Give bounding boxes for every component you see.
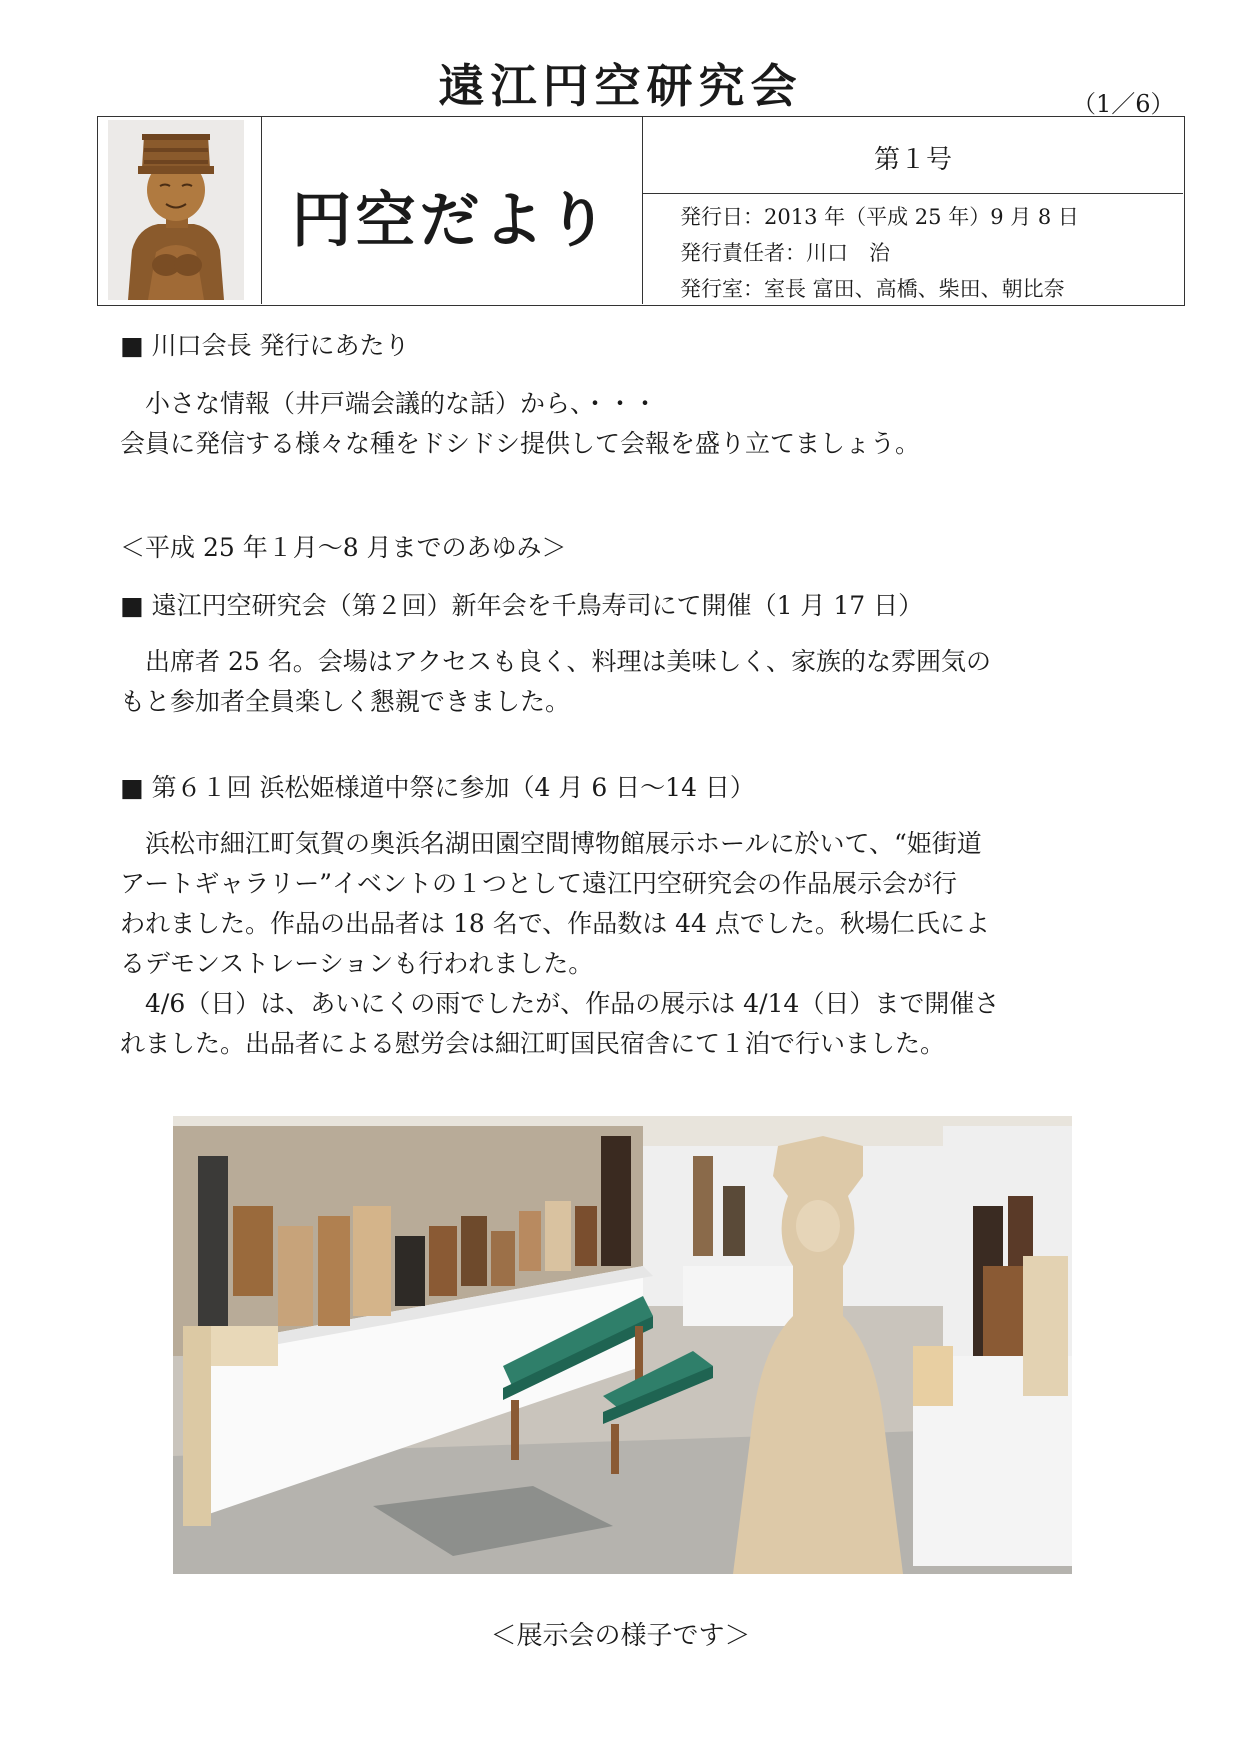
- newyear-heading: ■ 遠江円空研究会（第２回）新年会を千鳥寿司にて開催（1 月 17 日）: [120, 591, 924, 620]
- org-title: 遠江円空研究会: [438, 59, 803, 113]
- masthead-name-cell: [261, 117, 643, 304]
- buddha-statue-photo: [108, 120, 244, 300]
- publisher-responsible: 発行責任者：川口 治: [680, 241, 890, 265]
- publication-info: [680, 199, 1160, 307]
- festival-text: [120, 824, 1120, 1064]
- text-line: アートギャラリー”イベントの１つとして遠江円空研究会の作品展示会が行: [120, 869, 958, 898]
- photo-caption: ＜展示会の様子です＞: [490, 1621, 751, 1651]
- masthead-photo-cell: [98, 117, 262, 304]
- greeting-text: [120, 384, 1120, 464]
- greeting-heading: ■ 川口会長 発行にあたり: [120, 331, 410, 360]
- masthead-issue-cell: [643, 117, 1183, 194]
- masthead: [97, 116, 1185, 306]
- text-line: 4/6（日）は、あいにくの雨でしたが、作品の展示は 4/14（日）まで開催さ: [120, 989, 1000, 1018]
- issue-number: 第１号: [873, 145, 952, 175]
- exhibition-photo: [173, 1116, 1072, 1574]
- newyear-text: [120, 642, 1120, 722]
- text-line: もと参加者全員楽しく懇親できました。: [120, 687, 571, 716]
- text-line: るデモンストレーションも行われました。: [120, 949, 594, 978]
- history-title: ＜平成 25 年１月～8 月までのあゆみ＞: [120, 533, 567, 562]
- text-line: れました。出品者による慰労会は細江町国民宿舎にて１泊で行いました。: [120, 1029, 946, 1058]
- text-line: 出席者 25 名。会場はアクセスも良く、料理は美味しく、家族的な雰囲気の: [120, 647, 991, 676]
- page-indicator: （1／6）: [1072, 90, 1175, 118]
- text-line: 小さな情報（井戸端会議的な話）から、・・・: [120, 389, 658, 418]
- text-line: 浜松市細江町気賀の奥浜名湖田園空間博物館展示ホールに於いて、“姫街道: [120, 829, 982, 858]
- text-line: われました。作品の出品者は 18 名で、作品数は 44 点でした。秋場仁氏によ: [120, 909, 990, 938]
- newsletter-name: 円空だより: [291, 186, 612, 256]
- festival-heading: ■ 第６１回 浜松姫様道中祭に参加（4 月 6 日～14 日）: [120, 773, 755, 802]
- text-line: 会員に発信する様々な種をドシドシ提供して会報を盛り立てましょう。: [120, 429, 921, 458]
- publish-date: 発行日：2013 年（平成 25 年）9 月 8 日: [680, 205, 1079, 229]
- editorial-office: 発行室：室長 富田、高橋、柴田、朝比奈: [680, 277, 1065, 301]
